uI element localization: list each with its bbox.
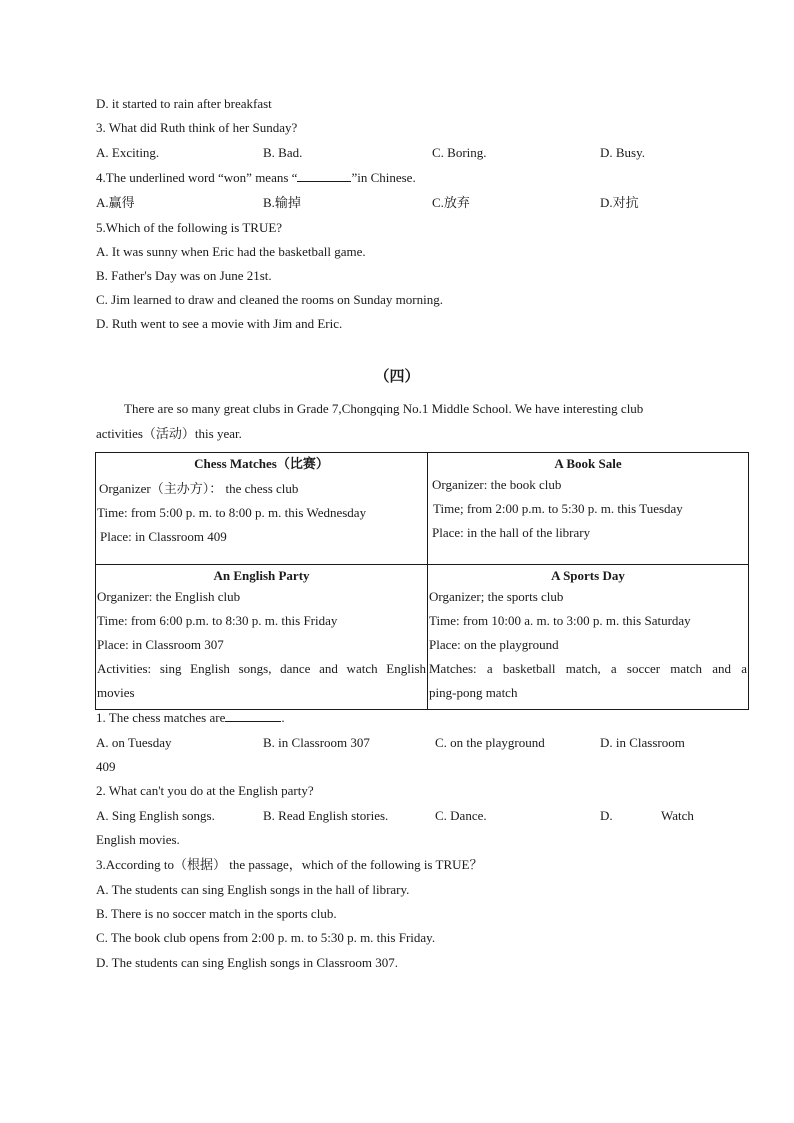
q5-option-c: C. Jim learned to draw and cleaned the rooms on Sunday morning. <box>96 292 443 307</box>
english-party-cell <box>96 565 428 710</box>
q4-question-before: 4.The underlined word “won” means “ <box>96 170 298 185</box>
section-title: （四） <box>374 369 420 385</box>
s4-q1-answer-blank <box>225 721 281 722</box>
sports-day-organizer: Organizer; the sports club <box>429 589 564 604</box>
q5-option-b: B. Father's Day was on June 21st. <box>96 268 272 283</box>
s4-q1-option-d: D. in Classroom <box>600 735 685 750</box>
book-sale-organizer: Organizer: the book club <box>432 477 562 492</box>
s4-q2-option-c: C. Dance. <box>435 808 487 823</box>
book-sale-title: A Book Sale <box>554 456 622 471</box>
s4-q1-question-end: . <box>281 710 285 725</box>
q4-option-a: A.赢得 <box>96 195 135 210</box>
s4-q2-option-b: B. Read English stories. <box>263 808 389 823</box>
q4-question <box>96 170 416 186</box>
q2-option-d: D. it started to rain after breakfast <box>96 96 272 111</box>
sports-day-matches: Matches: a basketball match, a soccer match and a <box>429 661 747 676</box>
english-party-organizer: Organizer: the English club <box>97 589 241 604</box>
q3-option-b: B. Bad. <box>263 145 303 160</box>
s4-q1-option-d-wrap: 409 <box>96 759 116 774</box>
q4-question-after: ”in Chinese. <box>351 170 416 185</box>
english-party-activities-cont: movies <box>97 685 135 700</box>
s4-q1-option-c: C. on the playground <box>435 735 545 750</box>
book-sale-place: Place: in the hall of the library <box>432 525 591 540</box>
english-party-title: An English Party <box>213 568 310 583</box>
english-party-place: Place: in Classroom 307 <box>97 637 224 652</box>
intro-line-1: There are so many great clubs in Grade 7,Chongqing No.1 Middle School. We have interesting club <box>124 401 644 416</box>
english-party-activities: Activities: sing English songs, dance and watch English <box>97 661 426 676</box>
sports-day-matches-cont: ping-pong match <box>429 685 518 700</box>
chess-matches-title: Chess Matches（比赛） <box>194 456 329 471</box>
intro-line-2: activities（活动）this year. <box>96 426 242 441</box>
q4-option-d: D.对抗 <box>600 195 639 210</box>
clubs-table <box>95 452 749 710</box>
s4-q1-option-a: A. on Tuesday <box>96 735 172 750</box>
s4-q3-option-a: A. The students can sing English songs in the hall of library. <box>96 882 410 897</box>
chess-place: Place: in Classroom 409 <box>100 529 227 544</box>
q5-option-a: A. It was sunny when Eric had the basketball game. <box>96 244 366 259</box>
s4-q2-question: 2. What can't you do at the English party? <box>96 783 314 798</box>
book-sale-time: Time; from 2:00 p.m. to 5:30 p. m. this Tuesday <box>433 501 683 516</box>
s4-q2-option-d: D. <box>600 808 613 823</box>
sports-day-title: A Sports Day <box>551 568 625 583</box>
sports-day-place: Place: on the playground <box>429 637 559 652</box>
s4-q3-option-b: B. There is no soccer match in the sports club. <box>96 906 337 921</box>
sports-day-time: Time: from 10:00 a. m. to 3:00 p. m. this Saturday <box>429 613 691 628</box>
s4-q2-option-a: A. Sing English songs. <box>96 808 215 823</box>
q5-option-d: D. Ruth went to see a movie with Jim and Eric. <box>96 316 343 331</box>
chess-organizer: Organizer（主办方）： the chess club <box>99 481 299 496</box>
s4-q1-option-b: B. in Classroom 307 <box>263 735 370 750</box>
sports-day-cell <box>428 565 749 710</box>
s4-q1-question <box>96 710 285 726</box>
chess-matches-cell <box>96 453 428 565</box>
chess-time: Time: from 5:00 p. m. to 8:00 p. m. this Wednesday <box>97 505 367 520</box>
s4-q3-question: 3.According to（根据） the passage，which of the following is TRUE？ <box>96 857 483 872</box>
q4-option-b: B.输掉 <box>263 195 301 210</box>
q3-option-a: A. Exciting. <box>96 145 160 160</box>
q5-question: 5.Which of the following is TRUE? <box>96 220 283 235</box>
q4-option-c: C.放弃 <box>432 195 470 210</box>
q3-option-d: D. Busy. <box>600 145 646 160</box>
s4-q3-option-d: D. The students can sing English songs in Classroom 307. <box>96 955 399 970</box>
q4-answer-blank <box>297 181 351 182</box>
english-party-time: Time: from 6:00 p.m. to 8:30 p. m. this Friday <box>97 613 338 628</box>
s4-q1-question-text: 1. The chess matches are <box>96 710 226 725</box>
s4-q2-option-d-text: Watch <box>661 808 694 823</box>
q3-question: 3. What did Ruth think of her Sunday? <box>96 120 298 135</box>
s4-q2-option-d-wrap: English movies. <box>96 832 180 847</box>
q3-option-c: C. Boring. <box>432 145 487 160</box>
book-sale-cell <box>428 453 749 565</box>
s4-q3-option-c: C. The book club opens from 2:00 p. m. to 5:30 p. m. this Friday. <box>96 930 436 945</box>
